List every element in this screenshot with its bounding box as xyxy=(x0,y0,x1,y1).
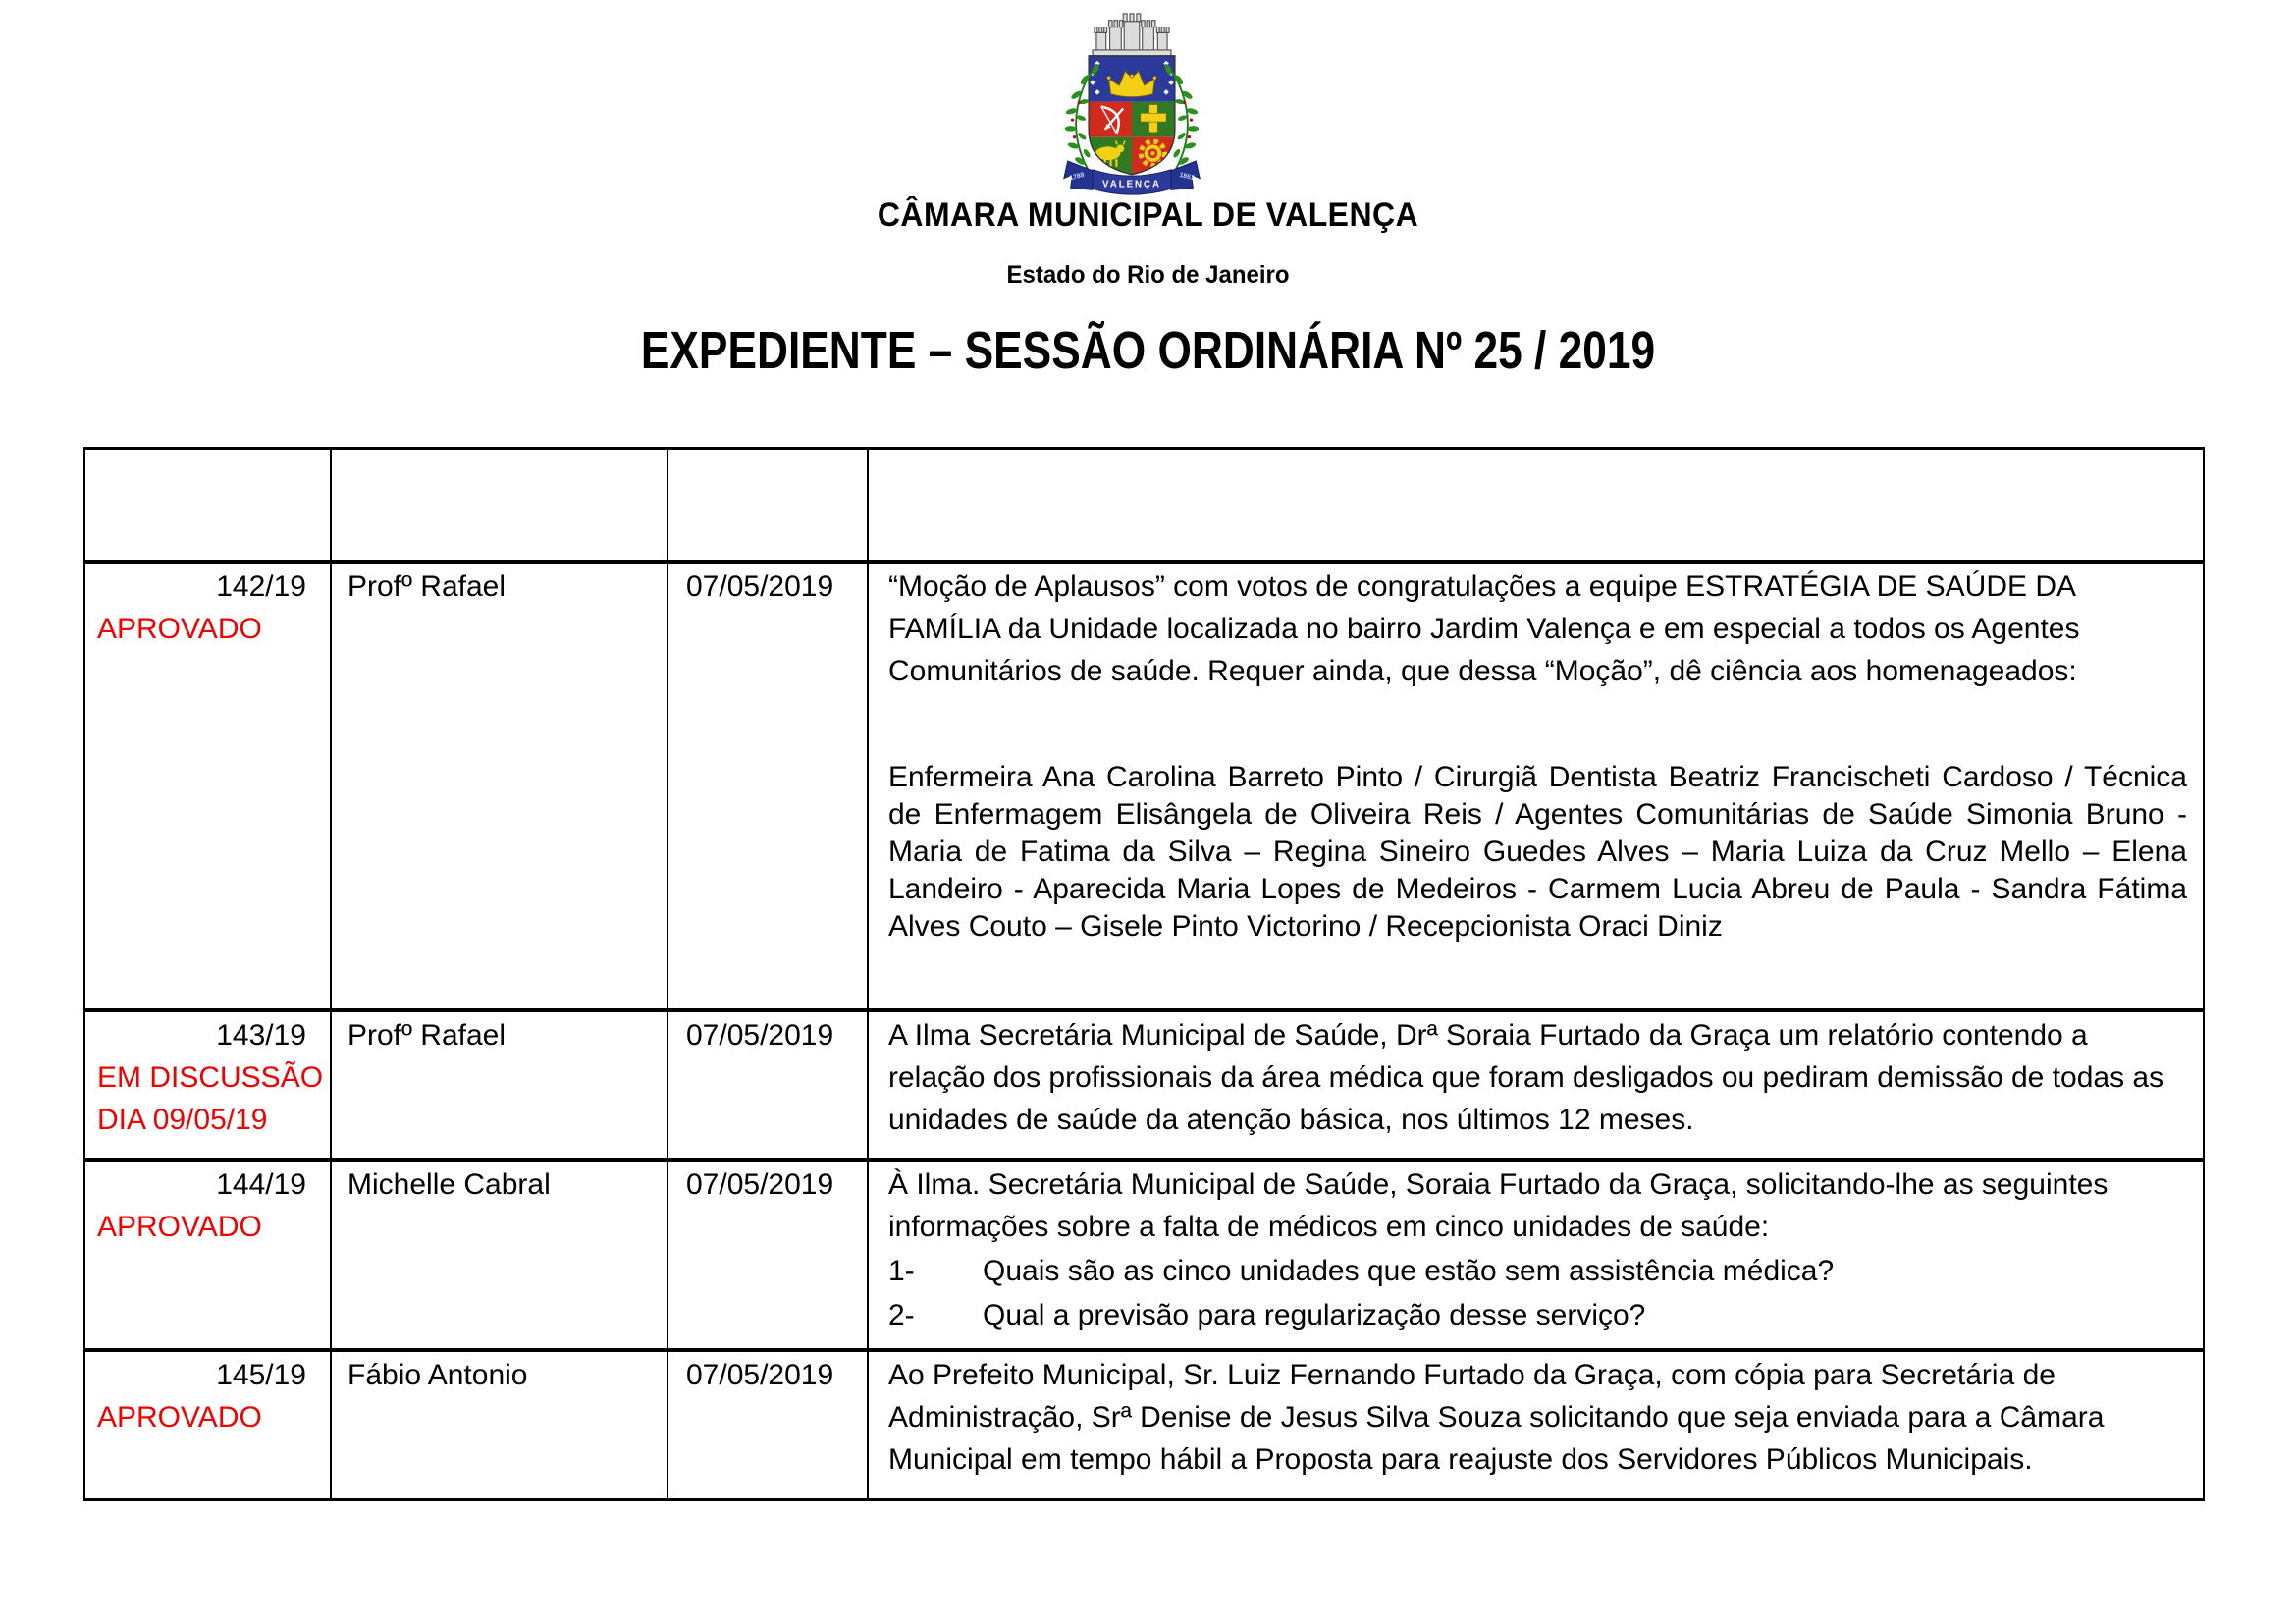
org-name: CÂMARA MUNICIPAL DE VALENÇA xyxy=(877,196,1419,234)
org-subtitle: Estado do Rio de Janeiro xyxy=(1006,261,1290,289)
session-table xyxy=(83,447,2205,1501)
item-number: 145/19 xyxy=(216,1358,306,1391)
status-badge-date: DIA 09/05/19 xyxy=(97,1103,268,1136)
header-cell-author xyxy=(331,449,667,562)
description-paragraph: À Ilma. Secretária Municipal de Saúde, Soraia Furtado da Graça, solicitando-lhe as seguintes informações sobre a falta de médicos em cinco unidades de saúde: xyxy=(888,1167,2109,1243)
table-row xyxy=(84,1160,2204,1350)
description-cell xyxy=(868,1160,2204,1350)
question-text: Qual a previsão para regularização desse serviço? xyxy=(983,1298,1646,1331)
date-cell: 07/05/2019 xyxy=(667,562,868,1010)
description-cell xyxy=(868,562,2204,1010)
ribbon-year-left: 1789 xyxy=(1068,171,1086,183)
table-row xyxy=(84,562,2204,1010)
author-cell: Fábio Antonio xyxy=(331,1350,667,1500)
coat-of-arms-icon xyxy=(1058,10,1205,201)
date-cell: 07/05/2019 xyxy=(667,1010,868,1160)
item-number: 143/19 xyxy=(216,1018,306,1052)
header-cell-description xyxy=(868,449,2204,562)
item-number: 142/19 xyxy=(216,569,306,603)
item-number: 144/19 xyxy=(216,1167,306,1201)
description-cell xyxy=(868,1010,2204,1160)
table-row xyxy=(84,1350,2204,1500)
status-badge: APROVADO xyxy=(97,1400,262,1434)
description-paragraph: Enfermeira Ana Carolina Barreto Pinto / Cirurgiã Dentista Beatriz Francischeti Cardoso / Técnica de Enfermagem Elisângela de Oliveira Reis / Agentes Comunitárias de Saúde Simonia Bruno - Maria de Fatima da Silva – Regina Sineiro Guedes Alves – Maria Luiza da Cruz Mello – Elena Landeiro - Aparecida Maria Lopes de Medeiros - Carmem Lucia Abreu de Paula - Sandra Fátima Alves Couto – Gisele Pinto Victorino / Recepcionista Oraci Diniz xyxy=(888,760,2187,943)
author-cell: Profº Rafael xyxy=(331,1010,667,1160)
document-title: EXPEDIENTE – SESSÃO ORDINÁRIA Nº 25 / 2019 xyxy=(640,321,1656,380)
author-cell: Profº Rafael xyxy=(331,562,667,1010)
question-text: Quais são as cinco unidades que estão sem assistência médica? xyxy=(983,1254,1835,1287)
question-item xyxy=(888,1250,2187,1292)
description-paragraph: A Ilma Secretária Municipal de Saúde, Drª Soraia Furtado da Graça um relatório contendo a relação dos profissionais da área médica que foram desligados ou pediram demissão de todas as unidades de saúde da atenção básica, nos últimos 12 meses. xyxy=(888,1018,2164,1136)
question-number: 1- xyxy=(888,1254,915,1287)
description-paragraph: Ao Prefeito Municipal, Sr. Luiz Fernando Furtado da Graça, com cópia para Secretária de Administração, Srª Denise de Jesus Silva Souza solicitando que seja enviada para a Câmara Municipal em tempo hábil a Proposta para reajuste dos Servidores Públicos Municipais. xyxy=(888,1358,2105,1476)
header-cell-date xyxy=(667,449,868,562)
status-badge: EM DISCUSSÃO xyxy=(97,1060,324,1094)
table-header-row xyxy=(84,449,2204,562)
date-cell: 07/05/2019 xyxy=(667,1350,868,1500)
ribbon-year-right: 1857 xyxy=(1178,171,1196,183)
ribbon-text: VALENÇA xyxy=(1101,179,1162,190)
table-row xyxy=(84,1010,2204,1160)
description-paragraph: “Moção de Aplausos” com votos de congratulações a equipe ESTRATÉGIA DE SAÚDE DA FAMÍLIA da Unidade localizada no bairro Jardim Valença e em especial a todos os Agentes Comunitários de saúde. Requer ainda, que dessa “Moção”, dê ciência aos homenageados: xyxy=(888,569,2080,687)
mural-crown-icon xyxy=(1093,14,1171,57)
header-cell-number xyxy=(84,449,331,562)
status-badge: APROVADO xyxy=(97,612,262,645)
status-badge: APROVADO xyxy=(97,1210,262,1243)
question-number: 2- xyxy=(888,1298,915,1331)
description-cell xyxy=(868,1350,2204,1500)
date-cell: 07/05/2019 xyxy=(667,1160,868,1350)
question-item xyxy=(888,1294,2187,1336)
author-cell: Michelle Cabral xyxy=(331,1160,667,1350)
